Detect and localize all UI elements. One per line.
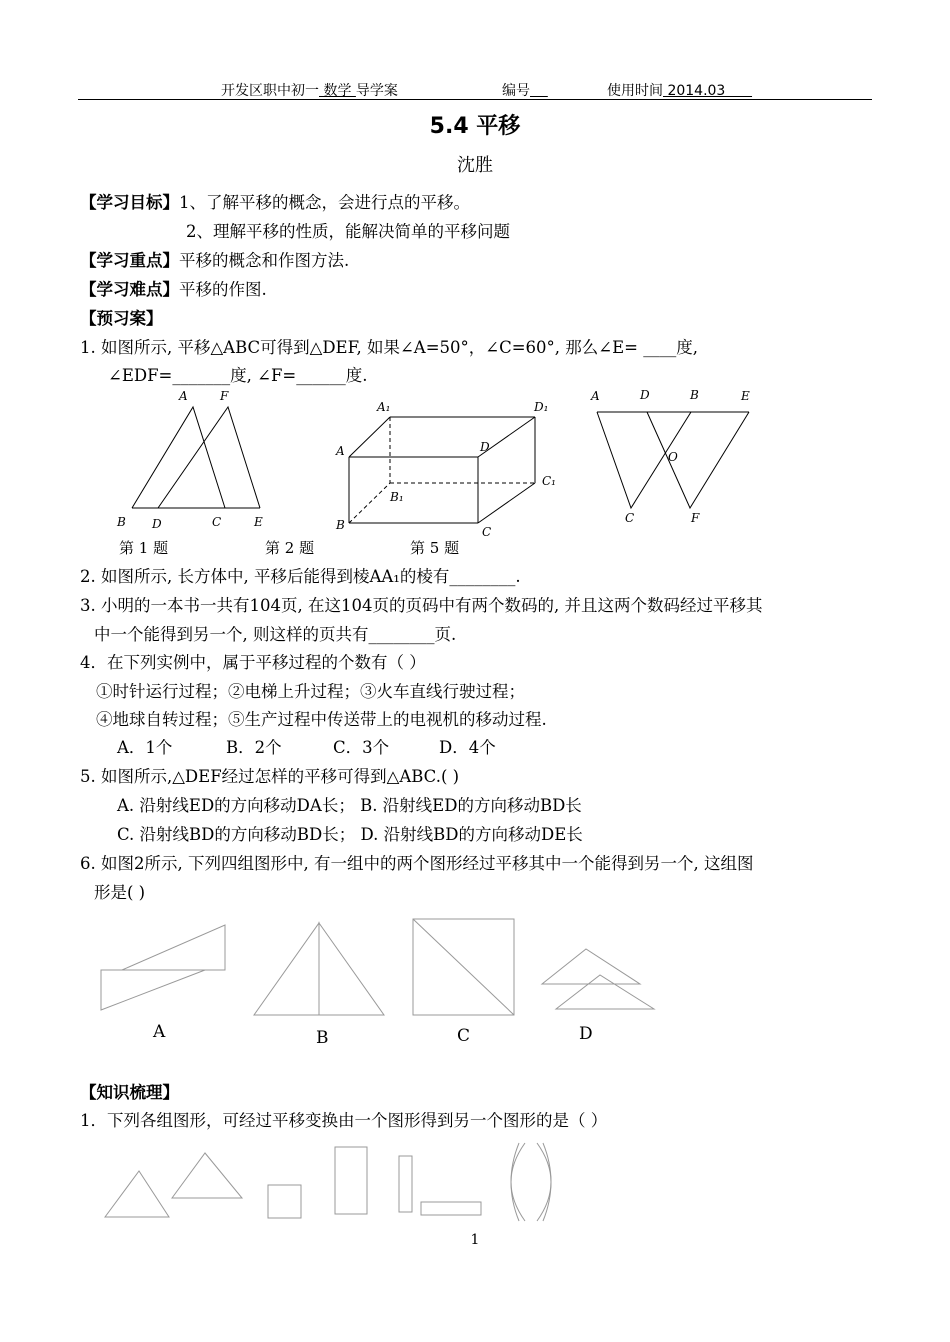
- q6-label-b: B: [316, 1028, 329, 1048]
- q4-option-c: C．3个: [333, 738, 390, 757]
- fig2-caption: 第 2 题: [265, 539, 315, 557]
- fig5-label-b: B: [690, 388, 699, 402]
- preview-q3-line2: 中一个能得到另一个, 则这样的页共有________页.: [94, 625, 457, 644]
- page-number: 1: [470, 1232, 480, 1248]
- fig2-label-a1: A₁: [377, 400, 391, 414]
- fig5-label-d: D: [640, 388, 650, 402]
- goal-item-2: 2、理解平移的性质，能解决简单的平移问题: [186, 222, 510, 241]
- key-points-label: 【学习重点】: [80, 251, 179, 270]
- header-time-label: 使用时间: [607, 83, 663, 99]
- fig1-label-f: F: [220, 389, 229, 403]
- difficulties-text: 平移的作图.: [179, 280, 267, 299]
- goals-line1: [80, 193, 470, 213]
- q4-option-d: D．4个: [439, 738, 496, 757]
- header-time-value: 2014.03: [663, 83, 753, 99]
- preview-q1-line1: 1. 如图所示, 平移△ABC可得到△DEF, 如果∠A=50°，∠C=60°, 那么∠E= ____度,: [80, 338, 698, 357]
- preview-q5-line1: 5. 如图所示,△DEF经过怎样的平移可得到△ABC.( ): [80, 767, 460, 786]
- q5-options-ab: A. 沿射线ED的方向移动DA长； B. 沿射线ED的方向移动BD长: [117, 796, 582, 815]
- header-doc-type: 导学案: [355, 83, 398, 99]
- difficulties: [80, 280, 267, 300]
- kq1-pair-triangles: [105, 1153, 242, 1217]
- q6-figure-c: [413, 919, 514, 1015]
- q6-label-a: A: [153, 1022, 166, 1042]
- knowledge-label-text: 【知识梳理】: [80, 1083, 179, 1102]
- header-rule: [78, 99, 872, 100]
- fig5-label-f: F: [691, 511, 700, 525]
- figure-2-cuboid: [330, 395, 560, 545]
- knowledge-label: [80, 1083, 179, 1103]
- header-number-label: 编号: [502, 83, 530, 99]
- fig1-label-e: E: [254, 515, 263, 529]
- preview-q4-line3: ④地球自转过程；⑤生产过程中传送带上的电视机的移动过程.: [96, 710, 547, 729]
- preview-q2: 2. 如图所示, 长方体中, 平移后能得到棱AA₁的棱有________.: [80, 567, 521, 586]
- fig1-label-c: C: [212, 515, 222, 529]
- header-school: 开发区职中初一: [221, 83, 319, 99]
- fig2-label-b1: B₁: [390, 490, 404, 504]
- header-number-value: [530, 83, 548, 99]
- fig5-label-a: A: [591, 389, 600, 403]
- fig5-label-o: O: [668, 450, 678, 464]
- fig2-label-d: D: [480, 440, 490, 454]
- difficulties-label: 【学习难点】: [80, 280, 179, 299]
- header-line: [221, 80, 398, 100]
- fig5-label-c: C: [625, 511, 635, 525]
- kq1-pair-squares: [268, 1147, 367, 1218]
- preview-q4-line1: 4．在下列实例中，属于平移过程的个数有（ ）: [80, 653, 426, 672]
- fig1-caption: 第 1 题: [119, 539, 169, 557]
- key-points: [80, 251, 349, 271]
- header-subject: 数学: [319, 83, 356, 99]
- preview-q6-line2: 形是( ): [94, 883, 146, 902]
- fig1-label-b: B: [117, 515, 126, 529]
- q4-option-b: B．2个: [226, 738, 282, 757]
- page-title: 5.4 平移: [429, 114, 521, 139]
- header-number: [502, 80, 548, 100]
- fig2-label-c: C: [482, 525, 492, 539]
- figure-5-triangles: [585, 385, 765, 530]
- fig2-label-a: A: [336, 444, 345, 458]
- q6-figure-b: [254, 923, 384, 1015]
- q6-figure-a: [101, 925, 225, 1010]
- preview-q1-line2: ∠EDF=_______度, ∠F=______度.: [108, 366, 368, 385]
- preview-q3-line1: 3. 小明的一本书一共有104页, 在这104页的页码中有两个数码的, 并且这两个数码经过平移其: [80, 596, 763, 615]
- header-time: [607, 80, 752, 100]
- q6-figures: [95, 915, 695, 1050]
- preview-q4-line2: ①时针运行过程；②电梯上升过程；③火车直线行驶过程；: [96, 682, 525, 701]
- kq1-pair-arcs: [511, 1143, 551, 1221]
- preview-q6-line1: 6. 如图2所示, 下列四组图形中, 有一组中的两个图形经过平移其中一个能得到另一个, 这组图: [80, 854, 754, 873]
- knowledge-q1: 1．下列各组图形，可经过平移变换由一个图形得到另一个图形的是（ ）: [80, 1111, 608, 1130]
- q6-label-c: C: [457, 1026, 471, 1046]
- q6-figure-d: [542, 949, 654, 1009]
- q4-option-a: A．1个: [117, 738, 173, 757]
- fig2-label-c1: C₁: [542, 474, 556, 488]
- kq1-pair-rectangles: [399, 1156, 481, 1215]
- q6-label-d: D: [579, 1024, 593, 1044]
- preview-label-text: 【预习案】: [80, 309, 163, 328]
- fig2-label-b: B: [336, 518, 345, 532]
- author: 沈胜: [457, 155, 493, 176]
- fig5-caption: 第 5 题: [410, 539, 460, 557]
- figure-1-triangles: [110, 385, 280, 535]
- fig5-label-e: E: [741, 389, 750, 403]
- goals-label: 【学习目标】: [80, 193, 179, 212]
- fig1-label-d: D: [152, 517, 162, 531]
- q5-options-cd: C. 沿射线BD的方向移动BD长； D. 沿射线BD的方向移动DE长: [117, 825, 583, 844]
- key-points-text: 平移的概念和作图方法.: [179, 251, 350, 270]
- fig2-label-d1: D₁: [534, 400, 549, 414]
- fig1-label-a: A: [179, 389, 188, 403]
- preview-label: [80, 309, 163, 329]
- knowledge-q1-figures: [95, 1140, 595, 1230]
- goal-item-1: 1、了解平移的概念，会进行点的平移。: [179, 193, 470, 212]
